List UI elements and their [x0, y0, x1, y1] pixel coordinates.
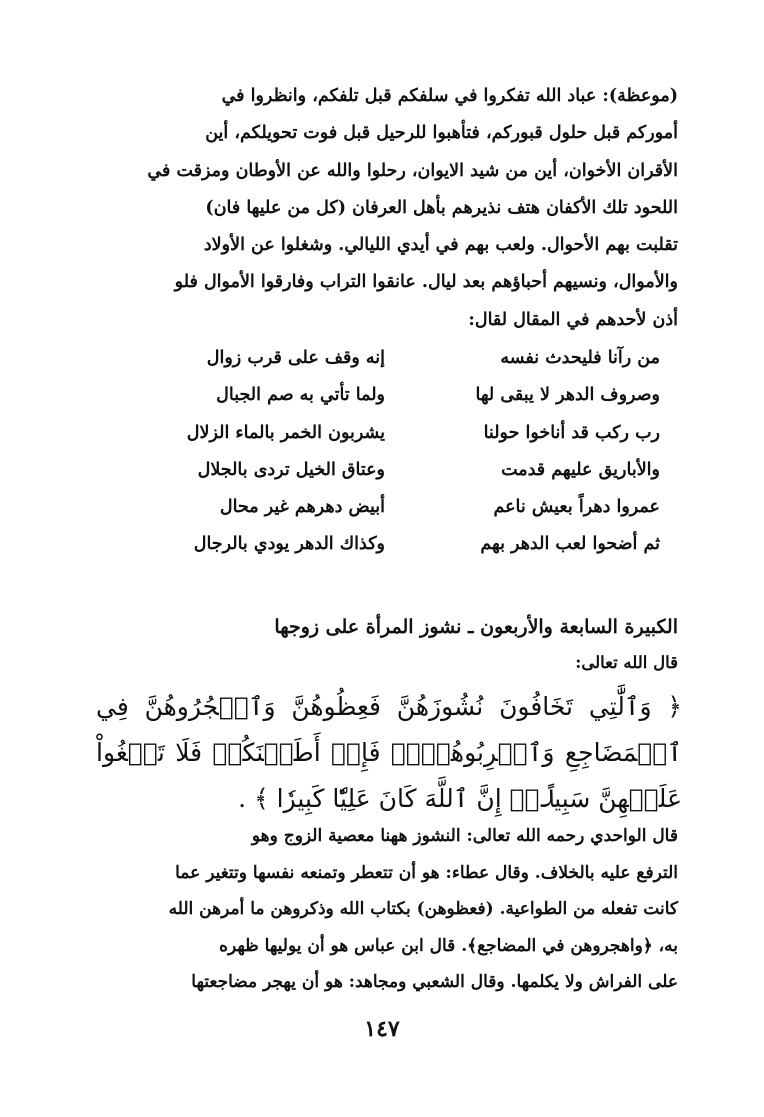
poem-verse [140, 489, 660, 526]
quran-verse: ﴿ وَٱلَّٰتِي تَخَافُونَ نُشُوزَهُنَّ فَعِظُوهُنَّ وَٱهۡجُرُوهُنَّ فِي ٱلۡمَضَاجِعِ وَٱضۡرِبُوهُنَّۖ فَإِنۡ أَطَعۡنَكُمۡ فَلَا تَبۡغُواْ عَلَيۡهِنَّ سَبِيلًاۗ إِنَّ ٱللَّهَ كَانَ عَلِيّٗا كَبِيرٗا ﴾ . [96, 692, 682, 813]
verse-first-hemistich: والأباريق عليهم قدمت [501, 459, 660, 480]
poem-verse [140, 415, 660, 452]
verse-second-hemistich: وكذاك الدهر يودي بالرجال [193, 534, 385, 555]
poem-verse [140, 526, 660, 563]
verse-first-hemistich: ثم أضحوا لعب الدهر بهم [480, 534, 660, 555]
verse-second-hemistich: ولما تأتي به صم الجبال [216, 385, 385, 406]
commentary-paragraph [96, 818, 678, 1001]
verse-second-hemistich: أبيض دهرهم غير محال [219, 497, 385, 518]
verse-second-hemistich: وعتاق الخيل تردى بالجلال [197, 459, 385, 480]
prose-line: اللحود تلك الأكفان هتف نذيرهم بأهل العرفان (كل من عليها فان) [205, 197, 678, 218]
poem-verse [140, 340, 660, 377]
prose-line: أذن لأحدهم في المقال لقال: [468, 309, 678, 330]
commentary-line: على الفراش ولا يكلمها. وقال الشعبي ومجاهد: هو أن يهجر مضاجعتها [191, 972, 678, 992]
commentary-line: الترفع عليه بالخلاف. وقال عطاء: هو أن تتعطر وتمنعه نفسها وتتغير عما [175, 862, 678, 883]
commentary-line: قال الواحدي رحمه الله تعالى: النشوز ههنا معصية الزوج وهو [251, 826, 678, 846]
page-number: ١٤٧ [364, 1016, 400, 1042]
verse-first-hemistich: من رآنا فليحدث نفسه [500, 348, 660, 368]
verse-first-hemistich: رب ركب قد أناخوا حولنا [483, 422, 660, 443]
verse-second-hemistich: يشربون الخمر بالماء الزلال [186, 422, 385, 443]
verse-first-hemistich: عمروا دهراً بعيش ناعم [493, 497, 660, 518]
poem-verse [140, 377, 660, 414]
poem [140, 340, 660, 564]
prose-line: أموركم قبل حلول قبوركم، فتأهبوا للرحيل قبل فوت تحويلكم، أين [205, 123, 678, 144]
prose-line: الأقران الأخوان، أين من شيد الايوان، رحلوا والله عن الأوطان ومزقت في [147, 160, 678, 181]
prose-line: تقلبت بهم الأحوال. ولعب بهم في أيدي الليالي. وشغلوا عن الأولاد [203, 235, 678, 256]
commentary-line: به، ﴿واهجروهن في المضاجع﴾. قال ابن عباس هو أن يوليها ظهره [219, 935, 678, 956]
section-heading: الكبيرة السابعة والأربعون ـ نشوز المرأة على زوجها [274, 616, 678, 638]
commentary-line: كانت تفعله من الطواعية. (فعظوهن) بكتاب الله وذكروهن ما أمرهن الله [168, 899, 678, 919]
prose-line: (موعظة): عباد الله تفكروا في سلفكم قبل تلفكم، وانظروا في [221, 86, 678, 106]
verse-second-hemistich: إنه وقف على قرب زوال [206, 348, 385, 368]
prose-line: والأموال، ونسيهم أحباؤهم بعد ليال. عانقوا التراب وفارقوا الأموال فلو [174, 272, 678, 293]
sermon-paragraph [96, 78, 678, 339]
poem-verse [140, 452, 660, 489]
verse-first-hemistich: وصروف الدهر لا يبقى لها [475, 385, 660, 406]
quran-intro-label: قال الله تعالى: [575, 653, 678, 672]
